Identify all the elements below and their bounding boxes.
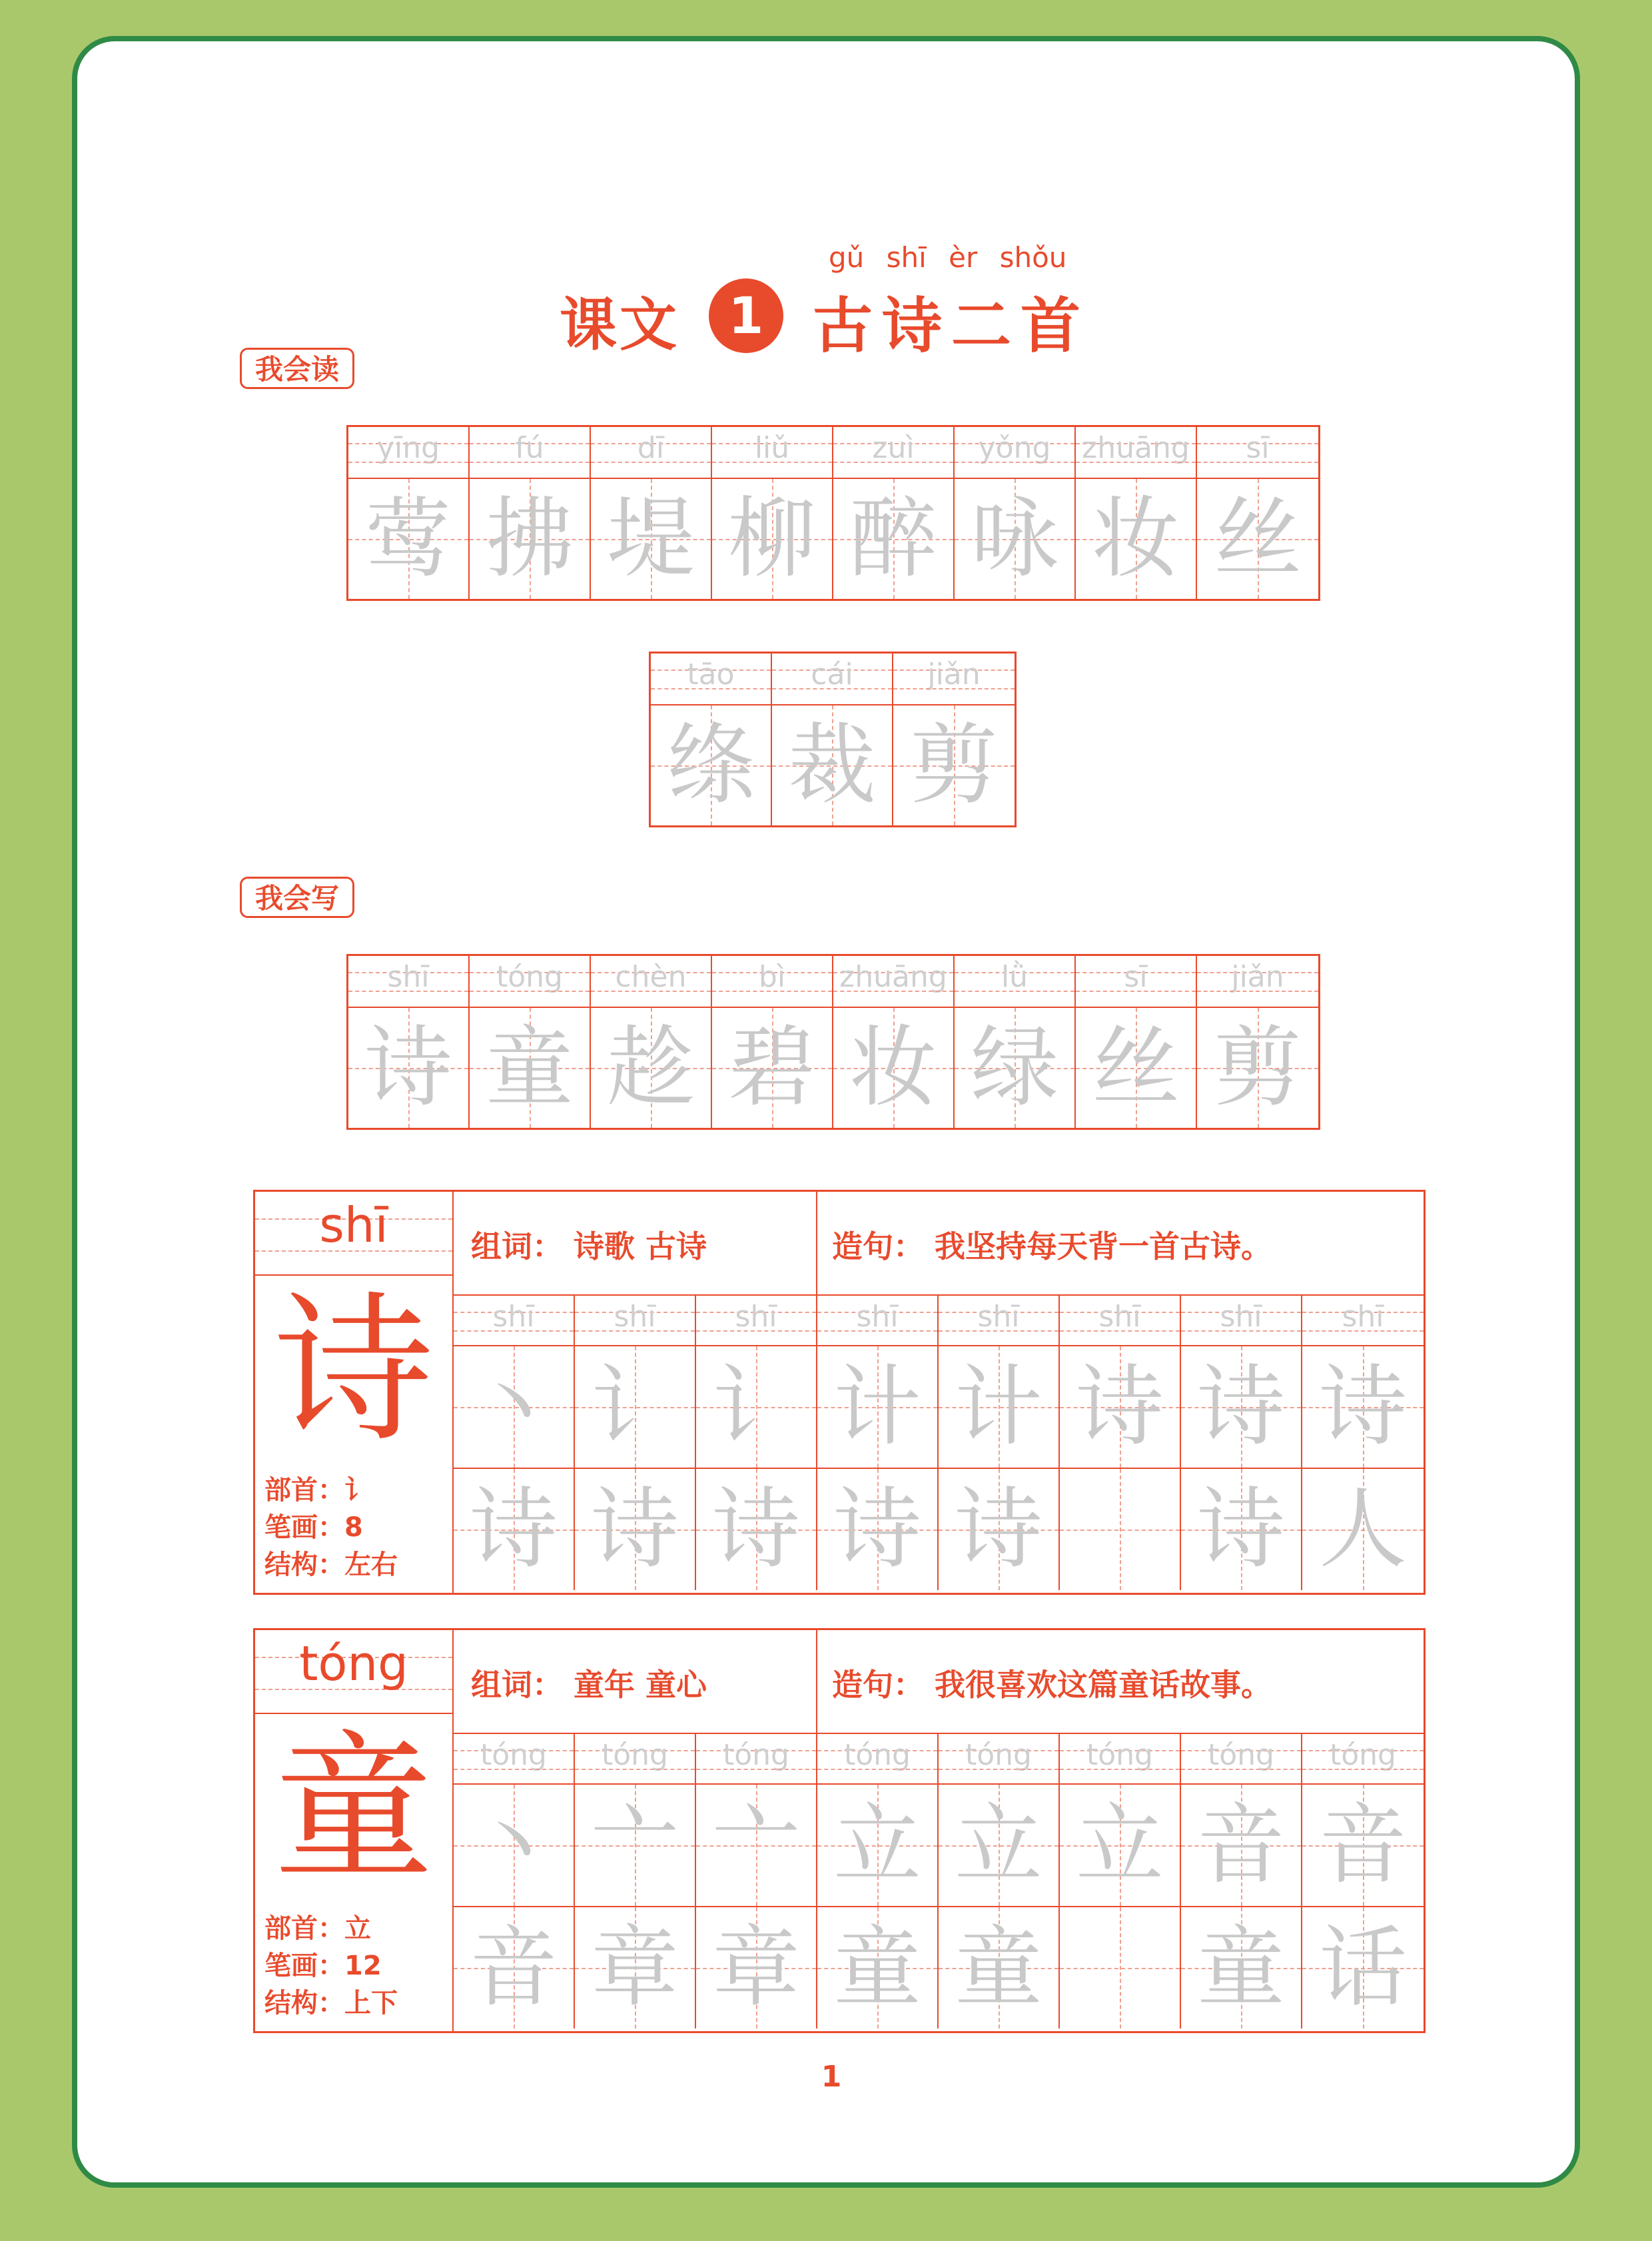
tian-zi-box [939,1907,1058,2028]
pinyin-text: yīng [376,431,440,465]
pinyin-band [1181,1734,1301,1785]
tian-zi-box [575,1907,695,2028]
practice-character: 话 [1319,1917,1407,2019]
tian-zi-box [1302,1469,1424,1590]
practice-cell[interactable] [1060,1469,1181,1590]
tian-zi-box [1060,1907,1180,2028]
pinyin-band [893,654,1015,705]
stroke-cell[interactable] [575,1734,696,1906]
pinyin-text: tóng [602,1738,668,1772]
stroke-cell[interactable] [454,1296,575,1468]
tian-zi-box [817,1346,937,1468]
grid-cell[interactable] [470,427,591,599]
pinyin-text: shī [387,960,430,994]
pinyin-band [955,956,1074,1008]
big-character: 诗 [273,1277,434,1464]
practice-character: 童 [1197,1917,1285,2019]
pinyin-text: shī [1098,1300,1141,1334]
pinyin-band [470,427,590,479]
pinyin-band [1197,956,1318,1008]
stroke-step: 亠 [591,1794,679,1897]
stroke-step: 立 [833,1794,921,1897]
tian-zi-box [833,1008,953,1128]
pinyin-band [833,427,953,479]
practice-row [454,1906,1424,2028]
practice-cell[interactable] [939,1907,1060,2028]
practice-cell[interactable] [575,1907,696,2028]
stroke-cell[interactable] [1060,1734,1181,1906]
practice-cell[interactable] [696,1469,817,1590]
page-card [72,36,1580,2188]
tian-zi-box [696,1346,816,1468]
trace-character: 咏 [971,488,1058,590]
stroke-cell[interactable] [817,1734,939,1906]
radical-info: 部首：立 [264,1913,371,1944]
example-sentence: 造句： 我很喜欢这篇童话故事。 [832,1667,1272,1703]
pinyin-band [939,1734,1058,1785]
practice-cell[interactable] [1302,1469,1424,1590]
pinyin-text: lǜ [1001,960,1029,994]
words-sentence-row [454,1192,1424,1296]
practice-character: 音 [470,1917,558,2019]
practice-cell[interactable] [939,1469,1060,1590]
char-detail-shi [253,1190,1426,1595]
stroke-step: 丶 [470,1794,558,1897]
stroke-step: 立 [955,1794,1042,1897]
pinyin-text: dī [637,431,665,465]
pinyin-band [591,956,711,1008]
grid-cell[interactable] [348,956,470,1128]
strokes-info: 笔画：8 [264,1512,363,1543]
word-examples: 组词： 诗歌 古诗 [471,1228,707,1264]
tian-zi-box [712,479,832,599]
stroke-cell[interactable] [1181,1734,1302,1906]
stroke-cell[interactable] [817,1296,939,1468]
practice-character: 诗 [1197,1478,1285,1581]
practice-character: 诗 [712,1478,800,1581]
structure-info: 结构：左右 [264,1550,398,1580]
pinyin-text: shī [1342,1300,1384,1334]
section-write-tag: 我会写 [240,877,354,918]
practice-character [1060,1469,1180,1590]
big-pinyin: tóng [299,1635,408,1691]
lesson-title: 古诗二首 [813,290,1090,361]
practice-character: 章 [712,1917,800,2019]
trace-character: 妆 [849,1017,937,1119]
trace-character: 堤 [607,488,695,590]
tian-zi-box [939,1346,1058,1468]
stroke-step: 音 [1319,1794,1407,1897]
stroke-order-row [454,1734,1424,1906]
big-character: 童 [273,1715,434,1902]
pinyin-band [651,654,771,705]
tian-zi-box [1302,1785,1424,1906]
tian-zi-box [1060,1469,1180,1590]
tian-zi-box [575,1346,695,1468]
practice-character: 人 [1319,1478,1407,1581]
grid-cell[interactable] [1197,427,1318,599]
trace-character: 绿 [971,1017,1058,1119]
grid-cell[interactable] [591,956,712,1128]
tian-zi-box [470,1008,590,1128]
pinyin-text: shī [1220,1300,1262,1334]
grid-cell[interactable] [955,427,1076,599]
pinyin-band [817,1296,937,1346]
pinyin-band [696,1296,816,1346]
grid-cell[interactable] [712,427,833,599]
tian-zi-box [1197,479,1318,599]
stroke-cell[interactable] [696,1296,817,1468]
pinyin-text: tóng [1086,1738,1153,1772]
pinyin-text: shī [492,1300,535,1334]
grid-cell[interactable] [348,427,470,599]
practice-cell[interactable] [696,1907,817,2028]
pinyin-band [712,427,832,479]
pinyin-text: zuì [872,431,915,465]
words-sentence-row [454,1630,1424,1734]
tian-zi-box [1076,1008,1196,1128]
pinyin-band [454,1734,574,1785]
pinyin-band [696,1734,816,1785]
grid-cell[interactable] [833,956,955,1128]
stroke-order-row [454,1296,1424,1468]
tian-zi-box [833,479,953,599]
stroke-cell[interactable] [696,1734,817,1906]
pinyin-text: chèn [615,960,687,994]
pinyin-band [833,956,953,1008]
lesson-number-badge: 1 [709,278,783,353]
tian-zi-box [454,1907,574,2028]
practice-cell[interactable] [575,1469,696,1590]
pinyin-text: jiǎn [927,658,981,691]
grid-cell[interactable] [1197,956,1318,1128]
stroke-step: 计 [955,1356,1042,1458]
trace-character: 剪 [910,714,998,817]
pinyin-text: shī [735,1300,777,1334]
page-number: 1 [821,2060,842,2094]
stroke-step: 诗 [1319,1356,1407,1458]
pinyin-text: tóng [1330,1738,1396,1772]
trace-character: 裁 [788,714,876,817]
stroke-step: 诗 [1076,1356,1164,1458]
trace-character: 趁 [607,1017,695,1119]
grid-cell[interactable] [470,956,591,1128]
practice-character [1060,1907,1180,2028]
tian-zi-box [772,705,892,825]
pinyin-band [1197,427,1318,479]
tian-zi-box [454,1346,574,1468]
practice-cell[interactable] [454,1469,575,1590]
trace-character: 剪 [1214,1017,1302,1119]
pinyin-band [939,1296,1058,1346]
big-pinyin-band [255,1192,452,1276]
tian-zi-box [575,1785,695,1906]
trace-character: 妆 [1092,488,1180,590]
tian-zi-box [712,1008,832,1128]
practice-character: 章 [591,1917,679,2019]
pinyin-band [817,1734,937,1785]
pinyin-text: shī [614,1300,656,1334]
pinyin-band [454,1296,574,1346]
tian-zi-box [939,1469,1058,1590]
grid-cell[interactable] [712,956,833,1128]
practice-character: 童 [955,1917,1042,2019]
tian-zi-box [1302,1346,1424,1468]
tian-zi-box [1302,1907,1424,2028]
stroke-cell[interactable] [939,1734,1060,1906]
pinyin-band [1076,956,1196,1008]
lesson-label: 课文 [560,292,679,358]
practice-cell[interactable] [817,1907,939,2028]
pinyin-text: bì [758,960,786,994]
read-grid-row2 [649,652,1017,827]
tian-zi-box [696,1469,816,1590]
pinyin-text: sī [1246,431,1270,465]
practice-character: 诗 [955,1478,1042,1581]
practice-character: 诗 [470,1478,558,1581]
tian-zi-box [939,1785,1058,1906]
tian-zi-box [955,1008,1074,1128]
pinyin-band [591,427,711,479]
grid-cell[interactable] [893,654,1015,825]
practice-character: 童 [833,1917,921,2019]
tian-zi-box [893,705,1015,825]
practice-cell[interactable] [1302,1907,1424,2028]
tian-zi-box [1060,1785,1180,1906]
tian-zi-box [348,479,468,599]
tian-zi-box [651,705,771,825]
tian-zi-box [817,1907,937,2028]
practice-cell[interactable] [1060,1907,1181,2028]
pinyin-text: tóng [723,1738,789,1772]
grid-cell[interactable] [651,654,772,825]
trace-character: 诗 [364,1017,452,1119]
tian-zi-box [575,1469,695,1590]
trace-character: 碧 [728,1017,816,1119]
write-grid-row [346,954,1320,1130]
pinyin-text: shī [856,1300,899,1334]
trace-character: 丝 [1214,488,1302,590]
practice-cell[interactable] [817,1469,939,1590]
trace-character: 绦 [667,714,755,817]
pinyin-text: liǔ [754,431,790,465]
stroke-cell[interactable] [1302,1296,1424,1468]
stroke-cell[interactable] [575,1296,696,1468]
grid-cell[interactable] [833,427,955,599]
tian-zi-box [696,1785,816,1906]
tian-zi-box [817,1469,937,1590]
tian-zi-box [454,1785,574,1906]
stroke-step: 讠 [712,1356,800,1458]
stroke-cell[interactable] [454,1734,575,1906]
pinyin-band [575,1296,695,1346]
stroke-step: 讠 [591,1356,679,1458]
char-detail-tong [253,1628,1426,2033]
big-char-column [255,1630,454,2031]
grid-cell[interactable] [591,427,712,599]
pinyin-text: sī [1124,960,1148,994]
section-read-tag: 我会读 [240,348,354,389]
pinyin-band [575,1734,695,1785]
tian-zi-box [817,1785,937,1906]
pinyin-text: fú [515,431,544,465]
tian-zi-box [696,1907,816,2028]
pinyin-band [1302,1296,1424,1346]
tian-zi-box [1076,479,1196,599]
big-char-column [255,1192,454,1593]
practice-cell[interactable] [1181,1469,1302,1590]
tian-zi-box [348,1008,468,1128]
stroke-step: 诗 [1197,1356,1285,1458]
trace-character: 莺 [364,488,452,590]
pinyin-text: zhuāng [839,960,947,994]
stroke-cell[interactable] [1060,1296,1181,1468]
trace-character: 柳 [728,488,816,590]
big-pinyin-band [255,1630,452,1714]
tian-zi-box [1181,1907,1301,2028]
lesson-title-pinyin: gǔ shī èr shǒu [829,241,1067,274]
pinyin-band [712,956,832,1008]
structure-info: 结构：上下 [264,1988,398,2018]
pinyin-band [772,654,892,705]
tian-zi-box [591,479,711,599]
pinyin-text: tāo [687,658,735,691]
practice-character: 诗 [833,1478,921,1581]
stroke-cell[interactable] [1181,1296,1302,1468]
pinyin-text: jiǎn [1231,960,1284,994]
pinyin-band [1302,1734,1424,1785]
pinyin-band [1060,1296,1180,1346]
pinyin-band [470,956,590,1008]
grid-cell[interactable] [955,956,1076,1128]
pinyin-text: tóng [480,1738,547,1772]
stroke-step: 亠 [712,1794,800,1897]
pinyin-text: zhuāng [1082,431,1190,465]
pinyin-text: yǒng [978,431,1051,465]
strokes-info: 笔画：12 [264,1951,382,1981]
word-examples: 组词： 童年 童心 [471,1667,707,1703]
stroke-cell[interactable] [1302,1734,1424,1906]
tian-zi-box [955,479,1074,599]
grid-cell[interactable] [772,654,893,825]
pinyin-text: tóng [496,960,563,994]
read-grid-row1 [346,425,1320,601]
stroke-cell[interactable] [939,1296,1060,1468]
stroke-step: 丶 [470,1356,558,1458]
pinyin-band [348,427,468,479]
practice-cell[interactable] [1181,1907,1302,2028]
pinyin-band [348,956,468,1008]
practice-cell[interactable] [454,1907,575,2028]
trace-character: 拂 [486,488,574,590]
tian-zi-box [454,1469,574,1590]
pinyin-text: tóng [965,1738,1032,1772]
example-sentence: 造句： 我坚持每天背一首古诗。 [832,1228,1272,1264]
pinyin-band [1060,1734,1180,1785]
trace-character: 童 [486,1017,574,1119]
stroke-step: 立 [1076,1794,1164,1897]
pinyin-band [955,427,1074,479]
tian-zi-box [470,479,590,599]
tian-zi-box [591,1008,711,1128]
big-pinyin: shī [319,1197,388,1253]
trace-character: 醉 [849,488,937,590]
grid-cell[interactable] [1076,956,1197,1128]
tian-zi-box [1181,1785,1301,1906]
tian-zi-box [1181,1346,1301,1468]
tian-zi-box [1181,1469,1301,1590]
pinyin-band [1181,1296,1301,1346]
trace-character: 丝 [1092,1017,1180,1119]
stroke-step: 音 [1197,1794,1285,1897]
practice-character: 诗 [591,1478,679,1581]
pinyin-text: tóng [1208,1738,1274,1772]
pinyin-text: shī [977,1300,1020,1334]
stroke-step: 计 [833,1356,921,1458]
pinyin-band [1076,427,1196,479]
tian-zi-box [1060,1346,1180,1468]
tian-zi-box [1197,1008,1318,1128]
pinyin-text: cái [811,658,853,691]
pinyin-text: tóng [844,1738,911,1772]
practice-row [454,1468,1424,1590]
grid-cell[interactable] [1076,427,1197,599]
radical-info: 部首：讠 [264,1475,371,1506]
